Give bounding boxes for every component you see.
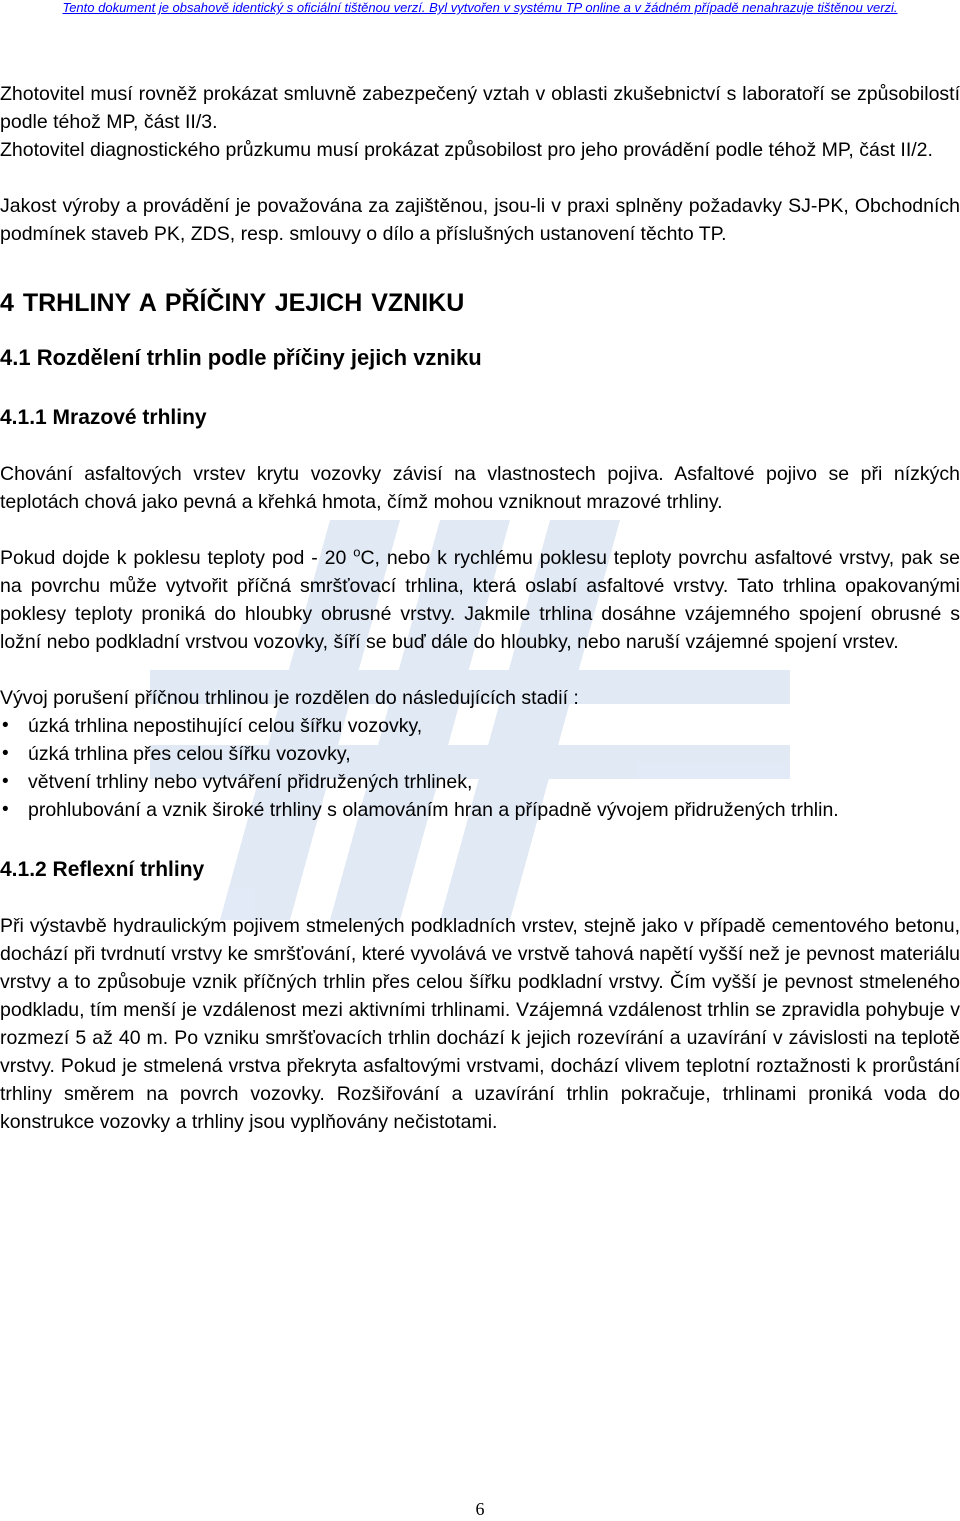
paragraph-quality: Jakost výroby a provádění je považována za zajištěnou, jsou-li v praxi splněny požadavky SJ-PK, Obchodních podmínek staveb PK, ZDS, resp. smlouvy o dílo a příslušných ustanovení těchto TP.	[0, 195, 960, 245]
bullet-icon: •	[2, 743, 9, 764]
paragraph-frost-cracks-intro: Chování asfaltových vrstev krytu vozovky závisí na vlastnostech pojiva. Asfaltové pojivo se při nízkých teplotách chová jako pevná a křehká hmota, čímž mohou vzniknout mrazové trhliny.	[0, 463, 960, 513]
bullet-icon: •	[2, 715, 9, 736]
list-item-text: úzká trhlina nepostihující celou šířku vozovky,	[28, 715, 423, 737]
document-body	[0, 80, 960, 1136]
paragraph-frost-cracks-detail	[0, 544, 960, 656]
list-item-text: prohlubování a vznik široké trhliny s olamováním hran a případně vývojem přidružených trhlin.	[28, 799, 839, 821]
page-number: 6	[475, 1499, 485, 1519]
list-intro: Vývoj porušení příčnou trhlinou je rozdělen do následujících stadií :	[0, 687, 579, 709]
text-run: Pokud dojde k poklesu teploty pod - 20	[0, 547, 354, 569]
subsection-heading-4-1-2: 4.1.2 Reflexní trhliny	[0, 858, 205, 881]
section-heading-4: 4 TRHLINY A PŘÍČINY JEJICH VZNIKU	[0, 289, 465, 317]
paragraph-diagnostics: Zhotovitel diagnostického průzkumu musí prokázat způsobilost pro jeho provádění podle téhož MP, část II/2.	[0, 139, 933, 161]
list-item	[0, 712, 960, 740]
paragraph-laboratory: Zhotovitel musí rovněž prokázat smluvně zabezpečený vztah v oblasti zkušebnictví s laboratoří se způsobilostí podle téhož MP, část II/3.	[0, 83, 960, 133]
subsection-heading-4-1-1: 4.1.1 Mrazové trhliny	[0, 406, 207, 429]
list-item	[0, 740, 960, 768]
bullet-icon: •	[2, 799, 9, 820]
list-item	[0, 796, 960, 824]
degree-superscript: o	[353, 544, 361, 560]
paragraph-reflective-cracks: Při výstavbě hydraulickým pojivem stmelených podkladních vrstev, stejně jako v případě cementového betonu, dochází při tvrdnutí vrstvy ke smršťování, které vyvolává ve vrstvě tahová napětí vyšší než je pevnost materiálu vrstvy a to způsobuje vznik příčných trhlin přes celou šířku podkladní vrstvy. Čím vyšší je pevnost stmeleného podkladu, tím menší je vzdálenost mezi aktivními trhlinami. Vzájemná vzdálenost trhlin se zpravidla pohybuje v rozmezí 5 až 40 m. Po vzniku smršťovacích trhlin dochází k jejich rozevírání a uzavírání v závislosti na teplotě vrstvy. Pokud je stmelená vrstva překryta asfaltovými vrstvami, dochází vlivem teplotní roztažnosti k prorůstání trhliny směrem na povrch vozovky. Rozšiřování a uzavírání trhlin pokračuje, trhlinami proniká voda do konstrukce vozovky a trhliny jsou vyplňovány nečistotami.	[0, 915, 960, 1133]
subsection-heading-4-1: 4.1 Rozdělení trhlin podle příčiny jejich vzniku	[0, 345, 482, 370]
official-version-banner[interactable]: Tento dokument je obsahově identický s oficiální tištěnou verzí. Byl vytvořen v systému TP online a v žádném případě nenahrazuje tištěnou verzi.	[62, 0, 898, 15]
bullet-icon: •	[2, 771, 9, 792]
text-run: C, nebo k rychlému poklesu teploty povrchu asfaltové vrstvy, pak se na povrchu může vytvořit příčná smršťovací trhlina, která oslabí asfaltové vrstvy. Tato trhlina opakovanými poklesy teploty proniká do hloubky obrusné vrstvy. Jakmile trhlina dosáhne vzájemného spojení obrusné s ložní nebo podkladní vrstvou vozovky, šíří se buď dále do hloubky, nebo naruší vzájemné spojení vrstev.	[0, 547, 960, 653]
list-item-text: úzká trhlina přes celou šířku vozovky,	[28, 743, 351, 765]
list-item-text: větvení trhliny nebo vytváření přidružených trhlinek,	[28, 771, 473, 793]
stages-list	[0, 712, 960, 824]
list-item	[0, 768, 960, 796]
